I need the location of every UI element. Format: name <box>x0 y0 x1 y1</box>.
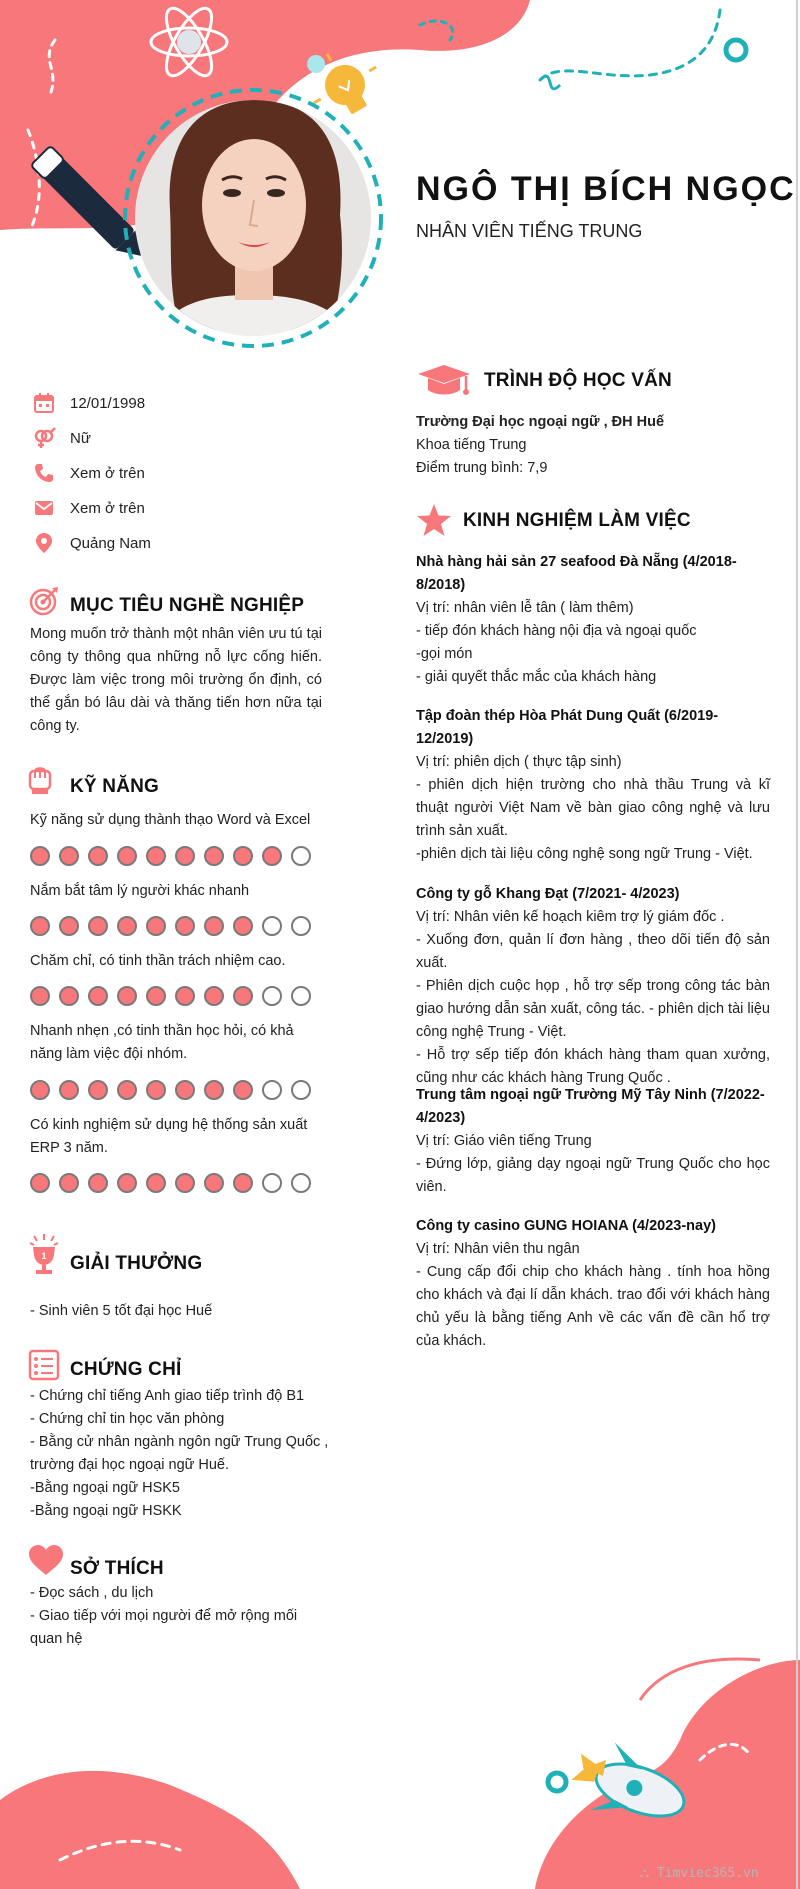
skill-dot-filled <box>146 986 166 1006</box>
skill-label-2: Nắm bắt tâm lý người khác nhanh <box>30 883 250 899</box>
hobby-item: - Giao tiếp với mọi người để mở rộng mối quan hệ <box>30 1608 298 1647</box>
skill-dot-filled <box>88 916 108 936</box>
target-icon <box>28 585 60 622</box>
phone-icon <box>30 459 58 487</box>
skill-dot-filled <box>88 846 108 866</box>
skill-dot-filled <box>146 1173 166 1193</box>
skill-dot-filled <box>233 1080 253 1100</box>
objective-title: MỤC TIÊU NGHỀ NGHIỆP <box>70 595 305 616</box>
job-line: Vị trí: Nhân viên kế hoạch kiêm trợ lý giám đốc . <box>416 909 725 925</box>
skill-dot-empty <box>262 916 282 936</box>
watermark-text: Timviec365.vn <box>656 1866 759 1881</box>
skill-dot-filled <box>117 1080 137 1100</box>
job-entry-1 <box>416 551 770 689</box>
job-line: - phiên dịch hiện trường cho nhà thầu Trung và kĩ thuật người Việt Nam về bàn giao công nghệ và lưu trình sản xuất. <box>416 777 770 839</box>
education-title: TRÌNH ĐỘ HỌC VẤN <box>484 370 672 391</box>
hobbies-title: SỞ THÍCH <box>70 1558 164 1579</box>
location-pin-icon <box>30 529 58 557</box>
job-title-3: Công ty gỗ Khang Đạt (7/2021- 4/2023) <box>416 886 680 902</box>
candidate-name: NGÔ THỊ BÍCH NGỌC <box>416 170 796 208</box>
skill-dot-filled <box>175 1080 195 1100</box>
job-title-1: Nhà hàng hải sản 27 seafood Đà Nẵng (4/2018-8/2018) <box>416 554 737 593</box>
svg-text:1: 1 <box>41 1251 47 1261</box>
job-title-5: Công ty casino GUNG HOIANA (4/2023-nay) <box>416 1218 716 1234</box>
certificate-item: - Chứng chỉ tin học văn phòng <box>30 1411 225 1427</box>
skill-dot-empty <box>262 986 282 1006</box>
birthdate-text: 12/01/1998 <box>70 394 146 412</box>
certificate-item: -Bằng ngoại ngữ HSKK <box>30 1503 182 1519</box>
skill-label-5: Có kinh nghiệm sử dụng hệ thống sản xuất ERP 3 năm. <box>30 1117 308 1156</box>
skill-dot-filled <box>88 1173 108 1193</box>
job-line: - tiếp đón khách hàng nội địa và ngoại quốc <box>416 623 697 639</box>
location-row <box>30 528 151 558</box>
gender-row <box>30 423 91 453</box>
objective-text: Mong muốn trở thành một nhân viên ưu tú tại công ty thông qua những nỗ lực cống hiến. Được làm việc trong môi trường ổn định, có thể gắn bó lâu dài và thăng tiến hơn nữa tại công ty. <box>30 626 322 734</box>
skill-dot-empty <box>291 1173 311 1193</box>
skill-dot-empty <box>291 846 311 866</box>
job-line: -phiên dịch tài liệu công nghệ song ngữ Trung - Việt. <box>416 846 753 862</box>
phone-row <box>30 458 145 488</box>
school-name: Trường Đại học ngoại ngữ , ĐH Huế <box>416 414 665 430</box>
skill-dot-filled <box>117 916 137 936</box>
skill-dot-filled <box>262 846 282 866</box>
skill-label-3: Chăm chỉ, có tinh thần trách nhiệm cao. <box>30 953 286 969</box>
skill-dot-filled <box>30 846 50 866</box>
gender-icon <box>30 424 58 452</box>
job-title-2: Tập đoàn thép Hòa Phát Dung Quất (6/2019-12/2019) <box>416 708 719 747</box>
job-line: - Xuống đơn, quản lí đơn hàng , theo dõi tiến độ sản xuất. <box>416 932 770 971</box>
calendar-icon <box>30 389 58 417</box>
hobbies-list <box>30 1582 330 1651</box>
awards-title: GIẢI THƯỞNG <box>70 1253 203 1274</box>
job-line: - Phiên dịch cuộc họp , hỗ trợ sếp trong công tác bàn giao hướng dẫn sản xuất, công tác. - phiên dịch tài liệu công nghệ Trung - Việt. <box>416 978 770 1040</box>
skill-dot-filled <box>30 1080 50 1100</box>
skill-dot-filled <box>117 846 137 866</box>
skill-dot-filled <box>175 846 195 866</box>
certificates-title: CHỨNG CHỈ <box>70 1359 182 1380</box>
skill-dot-filled <box>175 986 195 1006</box>
job-entry-3 <box>416 883 770 1090</box>
job-entry-4 <box>416 1084 770 1199</box>
job-line: - Đứng lớp, giảng dạy ngoại ngữ Trung Quốc cho học viên. <box>416 1156 770 1195</box>
skill-dot-filled <box>175 916 195 936</box>
job-title-4: Trung tâm ngoại ngữ Trường Mỹ Tây Ninh (7/2022- 4/2023) <box>416 1087 765 1126</box>
watermark: ⛬ Timviec365.vn <box>640 1866 759 1881</box>
graduation-cap-icon <box>416 364 472 403</box>
skill-dot-filled <box>175 1173 195 1193</box>
skill-label-4: Nhanh nhẹn ,có tinh thần học hỏi, có khả năng làm việc đội nhóm. <box>30 1023 294 1062</box>
skill-dot-filled <box>146 846 166 866</box>
job-line: - Hỗ trợ sếp tiếp đón khách hàng tham quan xưởng, cũng như các khách hàng Trung Quốc . <box>416 1047 770 1086</box>
skill-dot-empty <box>291 916 311 936</box>
skill-dot-filled <box>204 916 224 936</box>
skill-label-1: Kỹ năng sử dụng thành thạo Word và Excel <box>30 812 311 828</box>
trophy-icon <box>28 1233 60 1280</box>
heart-icon <box>28 1544 64 1581</box>
job-line: - Cung cấp đổi chip cho khách hàng . tính hoa hồng cho khách và đại lí dẫn khách. trao đổi với khách hàng chủ yếu là bằng tiếng Anh về các vấn đề cần hổ trợ của khách. <box>416 1264 770 1349</box>
job-line: Vị trí: Nhân viên thu ngân <box>416 1241 580 1257</box>
job-line: Vị trí: phiên dịch ( thực tập sinh) <box>416 754 622 770</box>
skill-dot-filled <box>146 1080 166 1100</box>
skills-title: KỸ NĂNG <box>70 776 160 797</box>
award-item: - Sinh viên 5 tốt đại học Huế <box>30 1303 213 1319</box>
location-text: Quảng Nam <box>70 534 151 552</box>
certificate-item: - Bằng cử nhân ngành ngôn ngữ Trung Quốc , trường đại học ngoại ngữ Huế. <box>30 1434 329 1473</box>
awards-list <box>30 1300 322 1323</box>
job-line: Vị trí: nhân viên lễ tân ( làm thêm) <box>416 600 634 616</box>
skill-dot-filled <box>30 916 50 936</box>
skill-dot-filled <box>117 1173 137 1193</box>
star-icon <box>416 503 452 542</box>
phone-text: Xem ở trên <box>70 464 145 482</box>
skill-dot-filled <box>59 1080 79 1100</box>
education-details <box>416 411 776 480</box>
skill-dot-filled <box>146 916 166 936</box>
hobby-item: - Đọc sách , du lịch <box>30 1585 154 1601</box>
skill-dot-filled <box>59 916 79 936</box>
skill-dot-filled <box>59 846 79 866</box>
birthdate-row <box>30 388 145 418</box>
certificates-list <box>30 1385 330 1523</box>
skill-dot-filled <box>233 1173 253 1193</box>
job-line: - giải quyết thắc mắc của khách hàng <box>416 669 657 685</box>
skill-dot-filled <box>88 1080 108 1100</box>
email-text: Xem ở trên <box>70 499 145 517</box>
skill-dot-filled <box>59 986 79 1006</box>
gpa: Điểm trung bình: 7,9 <box>416 460 548 476</box>
certificate-item: - Chứng chỉ tiếng Anh giao tiếp trình độ B1 <box>30 1388 305 1404</box>
skill-dot-filled <box>30 1173 50 1193</box>
skill-dot-filled <box>117 986 137 1006</box>
skill-dot-empty <box>291 1080 311 1100</box>
skill-dot-filled <box>88 986 108 1006</box>
skill-dot-filled <box>233 916 253 936</box>
skill-dot-filled <box>30 986 50 1006</box>
job-line: Vị trí: Giáo viên tiếng Trung <box>416 1133 592 1149</box>
skill-dot-filled <box>204 1173 224 1193</box>
skill-dot-empty <box>262 1080 282 1100</box>
major: Khoa tiếng Trung <box>416 437 527 453</box>
job-title: NHÂN VIÊN TIẾNG TRUNG <box>416 221 643 241</box>
skill-dot-filled <box>59 1173 79 1193</box>
job-entry-2 <box>416 705 770 866</box>
skill-dot-filled <box>204 846 224 866</box>
job-line: -gọi món <box>416 646 473 662</box>
certificate-list-icon <box>28 1349 60 1386</box>
gender-text: Nữ <box>70 429 91 447</box>
email-icon <box>30 494 58 522</box>
skill-dot-filled <box>204 1080 224 1100</box>
skill-dot-filled <box>204 986 224 1006</box>
skill-dot-empty <box>291 986 311 1006</box>
certificate-item: -Bằng ngoại ngữ HSK5 <box>30 1480 180 1496</box>
fist-icon <box>28 763 52 800</box>
experience-title: KINH NGHIỆM LÀM VIỆC <box>463 510 691 531</box>
skill-dot-filled <box>233 846 253 866</box>
skill-dot-empty <box>262 1173 282 1193</box>
email-row <box>30 493 145 523</box>
job-entry-5 <box>416 1215 770 1353</box>
skill-dot-filled <box>233 986 253 1006</box>
